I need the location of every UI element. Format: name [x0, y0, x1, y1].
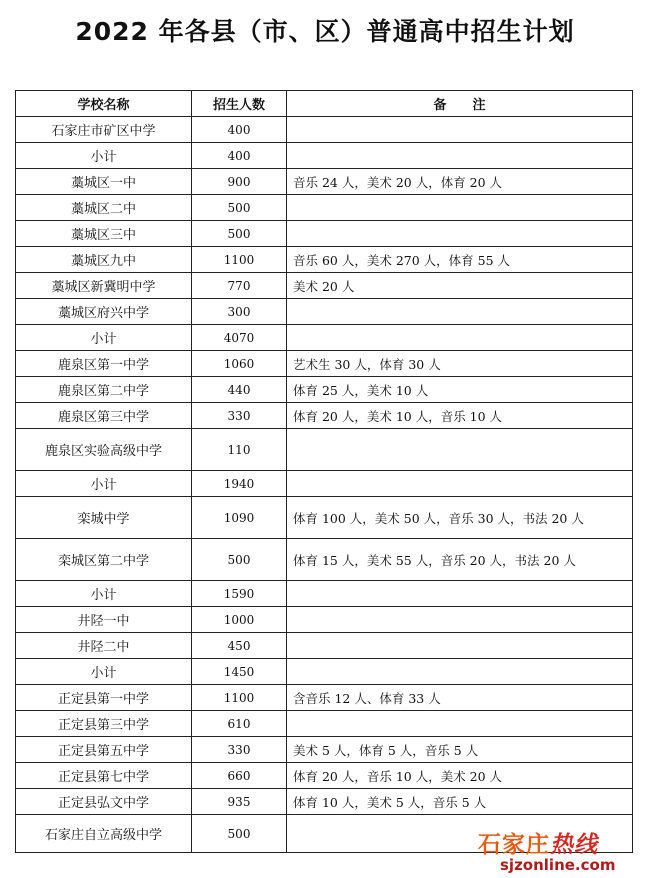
table-row — [16, 273, 633, 299]
remarks: 体育 20 人，美术 10 人，音乐 10 人 — [287, 403, 633, 429]
table-row — [16, 195, 633, 221]
table-row — [16, 169, 633, 195]
enrollment-count: 440 — [192, 377, 287, 403]
table-row — [16, 377, 633, 403]
school-name: 石家庄自立高级中学 — [16, 815, 192, 853]
enrollment-count: 1090 — [192, 497, 287, 539]
table-row — [16, 221, 633, 247]
remarks: 含音乐 12 人、体育 33 人 — [287, 685, 633, 711]
table-row — [16, 429, 633, 471]
remarks — [287, 299, 633, 325]
enrollment-count: 1100 — [192, 685, 287, 711]
enrollment-count: 500 — [192, 195, 287, 221]
table-row — [16, 789, 633, 815]
remarks: 体育 10 人，美术 5 人，音乐 5 人 — [287, 789, 633, 815]
table-row — [16, 247, 633, 273]
school-name: 小计 — [16, 581, 192, 607]
watermark-url: sjzonline.com — [500, 856, 616, 874]
watermark-name: 石家庄 — [478, 832, 550, 858]
watermark-hotline: 热线 — [550, 831, 598, 858]
remarks — [287, 659, 633, 685]
school-name: 小计 — [16, 143, 192, 169]
school-name: 鹿泉区实验高级中学 — [16, 429, 192, 471]
header-count: 招生人数 — [192, 91, 287, 117]
remarks — [287, 633, 633, 659]
remarks: 体育 25 人，美术 10 人 — [287, 377, 633, 403]
table-row — [16, 685, 633, 711]
table-row — [16, 299, 633, 325]
table-row — [16, 497, 633, 539]
page-title: 2022 年各县（市、区）普通高中招生计划 — [75, 17, 575, 46]
enrollment-count: 300 — [192, 299, 287, 325]
remarks: 体育 15 人，美术 55 人，音乐 20 人，书法 20 人 — [287, 539, 633, 581]
school-name: 小计 — [16, 325, 192, 351]
header-school: 学校名称 — [16, 91, 192, 117]
enrollment-count: 330 — [192, 737, 287, 763]
school-name: 藁城区新冀明中学 — [16, 273, 192, 299]
enrollment-count: 900 — [192, 169, 287, 195]
school-name: 石家庄市矿区中学 — [16, 117, 192, 143]
enrollment-count: 1590 — [192, 581, 287, 607]
table-row — [16, 607, 633, 633]
watermark-logo-text — [478, 826, 598, 859]
site-watermark — [478, 826, 650, 878]
school-name: 小计 — [16, 471, 192, 497]
remarks: 美术 20 人 — [287, 273, 633, 299]
enrollment-count: 610 — [192, 711, 287, 737]
school-name: 藁城区九中 — [16, 247, 192, 273]
school-name: 鹿泉区第三中学 — [16, 403, 192, 429]
remarks — [287, 581, 633, 607]
enrollment-count: 500 — [192, 539, 287, 581]
enrollment-table — [15, 90, 633, 853]
table-row — [16, 633, 633, 659]
enrollment-count: 330 — [192, 403, 287, 429]
subtotal-row — [16, 581, 633, 607]
subtotal-row — [16, 143, 633, 169]
enrollment-count: 1060 — [192, 351, 287, 377]
table-row — [16, 711, 633, 737]
remarks — [287, 195, 633, 221]
school-name: 藁城区府兴中学 — [16, 299, 192, 325]
remarks: 音乐 60 人，美术 270 人，体育 55 人 — [287, 247, 633, 273]
remarks — [287, 117, 633, 143]
school-name: 正定县第一中学 — [16, 685, 192, 711]
school-name: 正定县第五中学 — [16, 737, 192, 763]
remarks: 体育 100 人，美术 50 人，音乐 30 人，书法 20 人 — [287, 497, 633, 539]
remarks: 音乐 24 人，美术 20 人，体育 20 人 — [287, 169, 633, 195]
enrollment-count: 1450 — [192, 659, 287, 685]
enrollment-count: 400 — [192, 117, 287, 143]
school-name: 藁城区三中 — [16, 221, 192, 247]
remarks — [287, 325, 633, 351]
school-name: 正定县第七中学 — [16, 763, 192, 789]
school-name: 正定县第三中学 — [16, 711, 192, 737]
remarks — [287, 429, 633, 471]
remarks — [287, 711, 633, 737]
subtotal-row — [16, 325, 633, 351]
table-row — [16, 539, 633, 581]
enrollment-count: 1000 — [192, 607, 287, 633]
header-note: 备 注 — [287, 91, 633, 117]
enrollment-count: 450 — [192, 633, 287, 659]
school-name: 鹿泉区第二中学 — [16, 377, 192, 403]
enrollment-count: 4070 — [192, 325, 287, 351]
remarks — [287, 607, 633, 633]
school-name: 井陉一中 — [16, 607, 192, 633]
enrollment-count: 1940 — [192, 471, 287, 497]
enrollment-count: 400 — [192, 143, 287, 169]
school-name: 鹿泉区第一中学 — [16, 351, 192, 377]
table-header-row — [16, 91, 633, 117]
table-row — [16, 737, 633, 763]
enrollment-count: 110 — [192, 429, 287, 471]
subtotal-row — [16, 659, 633, 685]
school-name: 小计 — [16, 659, 192, 685]
table-row — [16, 403, 633, 429]
enrollment-count: 500 — [192, 815, 287, 853]
enrollment-count: 1100 — [192, 247, 287, 273]
enrollment-count: 660 — [192, 763, 287, 789]
enrollment-count: 770 — [192, 273, 287, 299]
enrollment-count: 500 — [192, 221, 287, 247]
remarks — [287, 221, 633, 247]
remarks: 体育 20 人，音乐 10 人，美术 20 人 — [287, 763, 633, 789]
remarks: 美术 5 人，体育 5 人，音乐 5 人 — [287, 737, 633, 763]
subtotal-row — [16, 471, 633, 497]
table-row — [16, 763, 633, 789]
school-name: 藁城区二中 — [16, 195, 192, 221]
table-row — [16, 117, 633, 143]
school-name: 栾城中学 — [16, 497, 192, 539]
remarks — [287, 143, 633, 169]
school-name: 井陉二中 — [16, 633, 192, 659]
table-row — [16, 351, 633, 377]
remarks: 艺术生 30 人，体育 30 人 — [287, 351, 633, 377]
school-name: 正定县弘文中学 — [16, 789, 192, 815]
enrollment-count: 935 — [192, 789, 287, 815]
school-name: 藁城区一中 — [16, 169, 192, 195]
remarks — [287, 471, 633, 497]
school-name: 栾城区第二中学 — [16, 539, 192, 581]
